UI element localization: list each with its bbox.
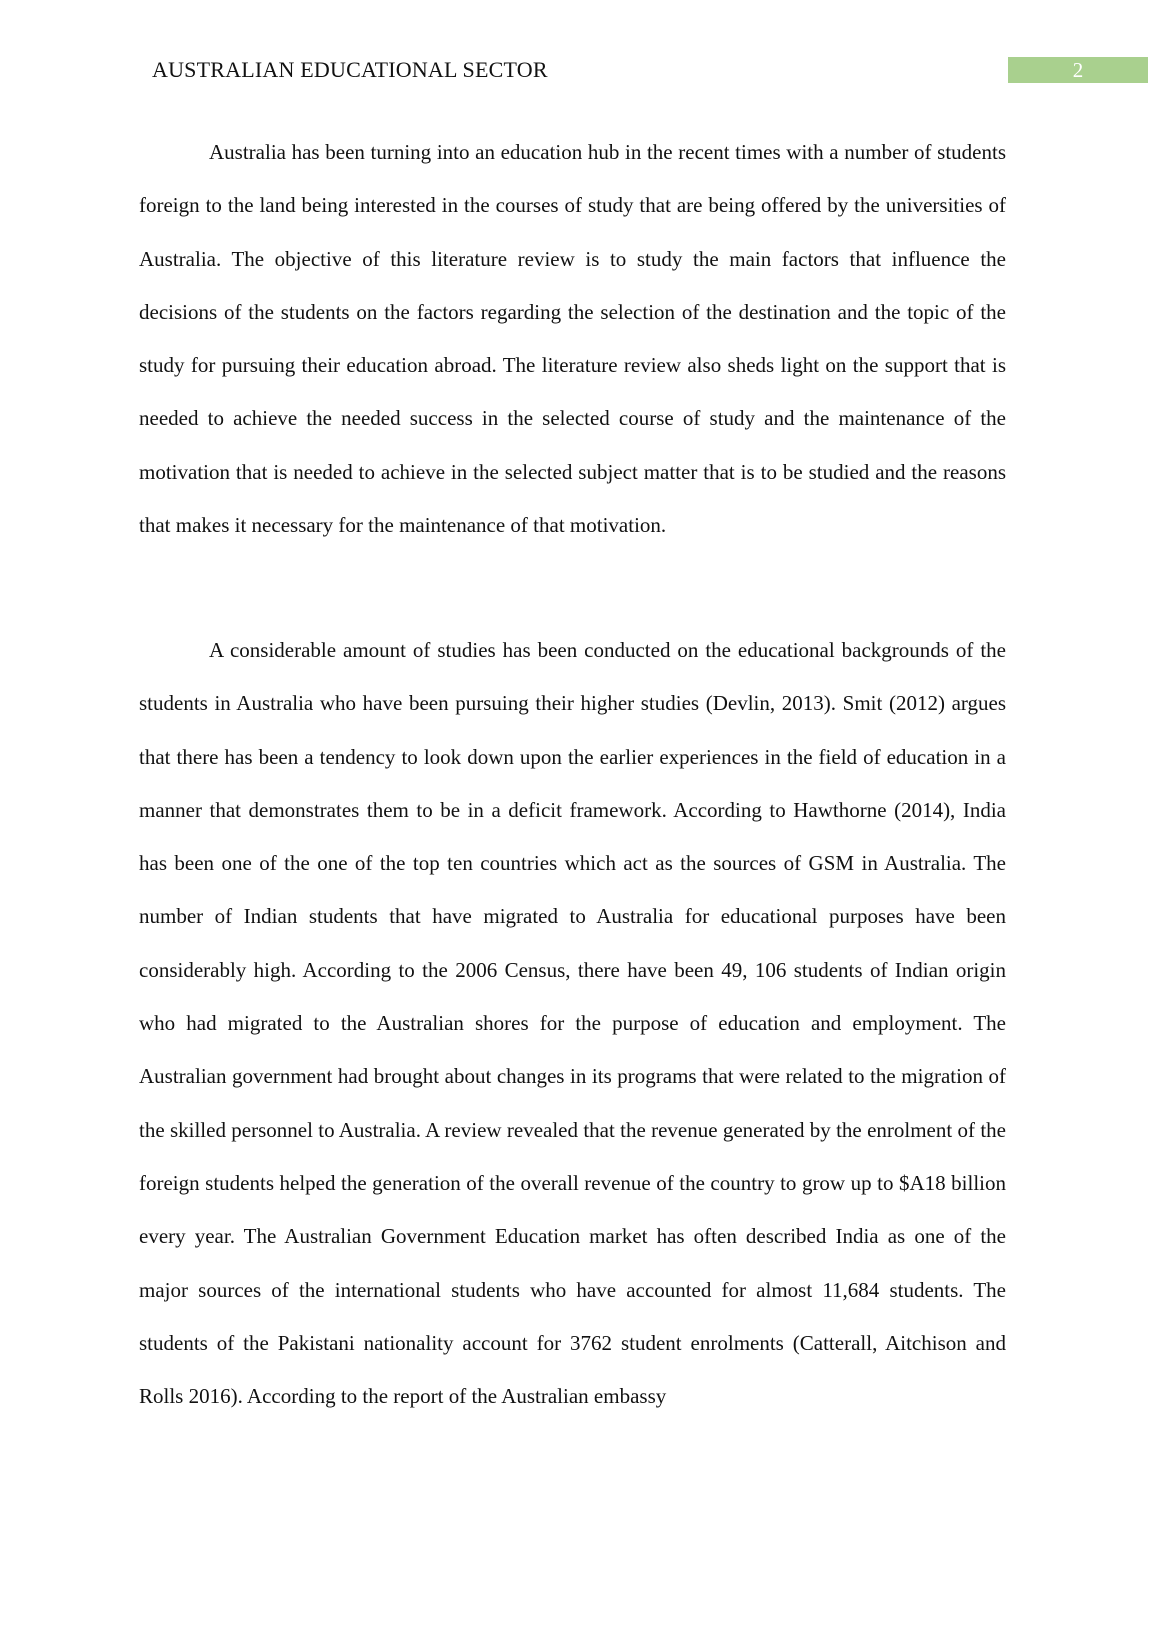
running-head-title: AUSTRALIAN EDUCATIONAL SECTOR	[152, 57, 548, 82]
body-paragraph-1: Australia has been turning into an education hub in the recent times with a number of students foreign to the land being interested in the courses of study that are being offered by the universities of Australia. The objective of this literature review is to study the main factors that influence the decisions of the students on the factors regarding the selection of the destination and the topic of the study for pursuing their education abroad. The literature review also sheds light on the support that is needed to achieve the needed success in the selected course of study and the maintenance of the motivation that is needed to achieve in the selected subject matter that is to be studied and the reasons that makes it necessary for the maintenance of that motivation.	[139, 140, 1006, 538]
page-number: 2	[1008, 57, 1148, 83]
body-paragraph-2: A considerable amount of studies has been conducted on the educational backgrounds of the students in Australia who have been pursuing their higher studies (Devlin, 2013). Smit (2012) argues that there has been a tendency to look down upon the earlier experiences in the field of education in a manner that demonstrates them to be in a deficit framework. According to Hawthorne (2014), India has been one of the one of the top ten countries which act as the sources of GSM in Australia. The number of Indian students that have migrated to Australia for educational purposes have been considerably high. According to the 2006 Census, there have been 49, 106 students of Indian origin who had migrated to the Australian shores for the purpose of education and employment. The Australian government had brought about changes in its programs that were related to the migration of the skilled personnel to Australia. A review revealed that the revenue generated by the enrolment of the foreign students helped the generation of the overall revenue of the country to grow up to $A18 billion every year. The Australian Government Education market has often described India as one of the major sources of the international students who have accounted for almost 11,684 students. The students of the Pakistani nationality account for 3762 student enrolments (Catterall, Aitchison and Rolls 2016). According to the report of the Australian embassy	[139, 638, 1006, 1409]
